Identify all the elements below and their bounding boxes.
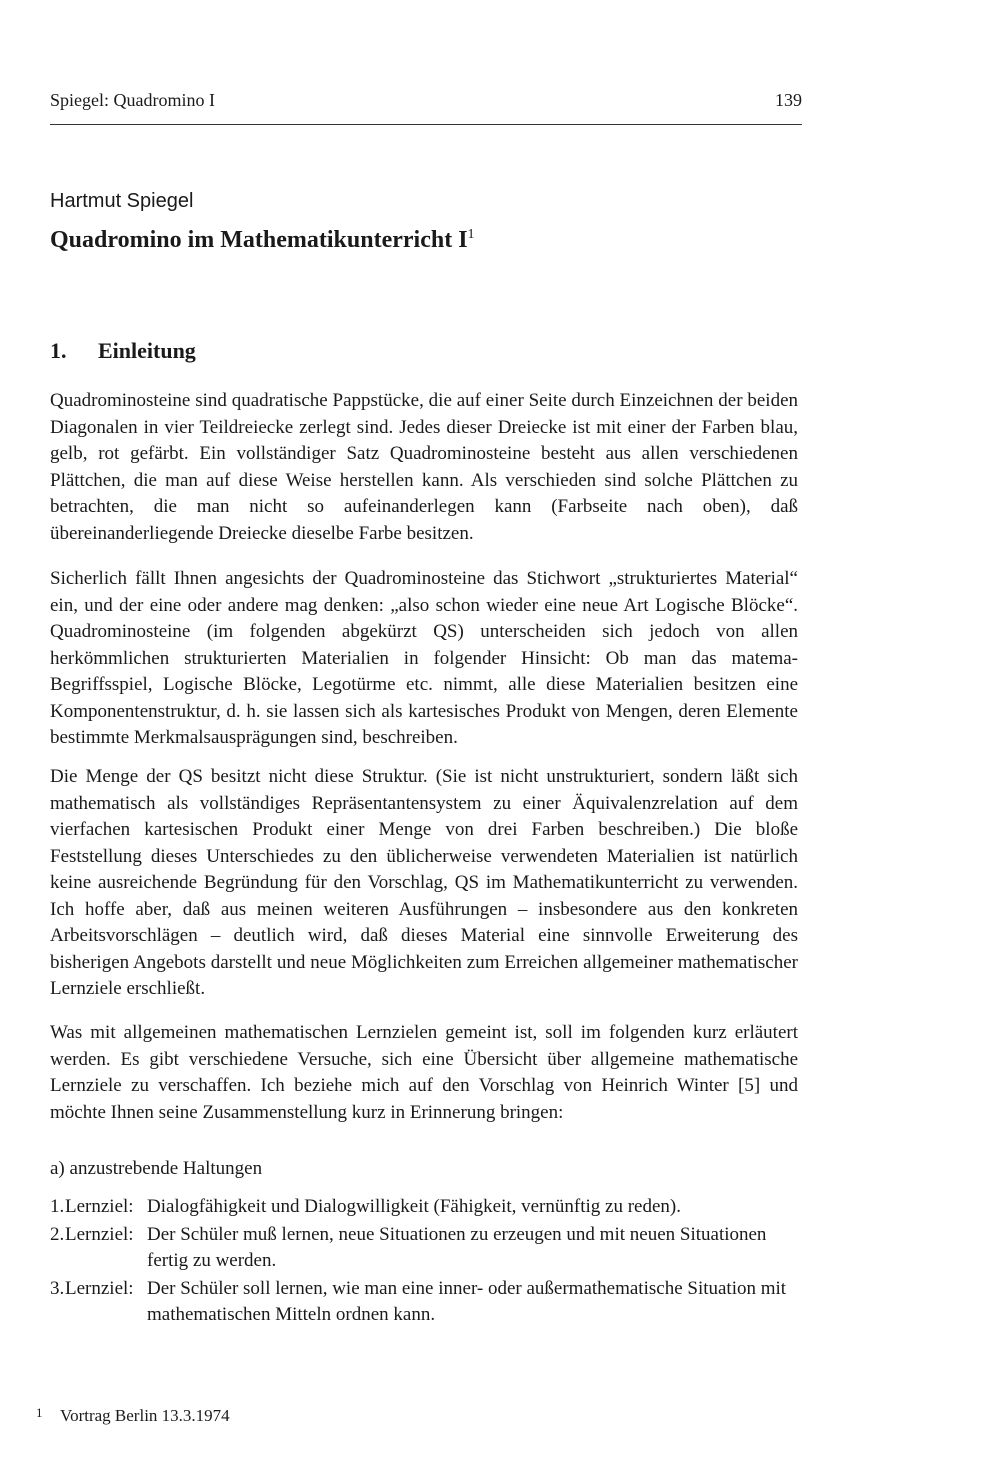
goal-text: Der Schüler muß lernen, neue Situationen zu erzeugen und mit neuen Situationen fertig zu werden. [147, 1224, 767, 1271]
header-rule [50, 124, 802, 125]
goal-label: Lernziel: [65, 1278, 134, 1299]
goal-label: Lernziel: [65, 1224, 134, 1245]
goal-text: Dialogfähigkeit und Dialogwilligkeit (Fähigkeit, vernünftig zu reden). [147, 1196, 681, 1217]
goal-number: 1. [50, 1196, 65, 1217]
footnote-mark: 1 [36, 1405, 43, 1420]
paragraph-1: Quadrominosteine sind quadratische Pappstücke, die auf einer Seite durch Einzeichnen der beiden Diagonalen in vier Teildreiecke zerlegt sind. Jedes dieser Dreiecke ist mit einer der Farben blau, gelb, rot gefärbt. Ein vollständiger Satz Quadrominosteine besteht aus allen verschiedenen Plättchen, die man auf diese Weise herstellen kann. Als verschieden sind solche Plättchen zu betrachten, die man nicht so aufeinanderlegen kann (Farbseite nach oben), daß übereinanderliegende Dreiecke dieselbe Farbe besitzen. [50, 390, 798, 544]
running-title: Spiegel: Quadromino I [50, 90, 215, 110]
goal-label: Lernziel: [65, 1196, 134, 1217]
article-title-text: Quadromino im Mathematikunterricht I [50, 227, 468, 253]
running-header [50, 90, 802, 111]
title-footnote-mark: 1 [467, 227, 475, 242]
goal-number: 2. [50, 1224, 65, 1245]
goal-text: Der Schüler soll lernen, wie man eine inner- oder außermathematische Situation mit mathematischen Mitteln ordnen kann. [147, 1278, 787, 1325]
paragraph-3: Die Menge der QS besitzt nicht diese Struktur. (Sie ist nicht unstrukturiert, sondern läßt sich mathematisch als vollständiges Repräsentantensystem zu einer Äquivalenzrelation auf dem vierfachen kartesischen Produkt einer Menge von drei Farben beschreiben.) Die bloße Feststellung dieses Unterschiedes zu den üblicherweise verwendeten Materialien ist natürlich keine ausreichende Begründung für den Vorschlag, QS im Mathematikunterricht zu verwenden. Ich hoffe aber, daß aus meinen weiteren Ausführungen – insbesondere aus den konkreten Arbeitsvorschlägen – deutlich wird, daß dieses Material eine sinnvolle Erweiterung des bisherigen Angebots darstellt und neue Möglichkeiten zum Erreichen allgemeiner mathematischer Lernziele erschließt. [50, 766, 798, 999]
author-name: Hartmut Spiegel [50, 190, 194, 212]
article-title [50, 227, 475, 254]
subheading-haltungen: a) anzustrebende Haltungen [50, 1158, 263, 1179]
goal-item [50, 1276, 800, 1328]
footnote [36, 1405, 230, 1426]
goal-item [50, 1222, 800, 1274]
paragraph-4: Was mit allgemeinen mathematischen Lernzielen gemeint ist, soll im folgenden kurz erläutert werden. Es gibt verschiedene Versuche, sich eine Übersicht über allgemeine mathematische Lernziele zu verschaffen. Ich beziehe mich auf den Vorschlag von Heinrich Winter [5] und möchte Ihnen seine Zusammenstellung kurz in Erinnerung bringen: [50, 1022, 798, 1123]
footnote-text: Vortrag Berlin 13.3.1974 [60, 1406, 230, 1425]
goal-item [50, 1194, 800, 1220]
section-number: 1. [50, 338, 67, 363]
paragraph-2: Sicherlich fällt Ihnen angesichts der Quadrominosteine das Stichwort „strukturiertes Material“ ein, und der eine oder andere mag denken: „also schon wieder eine neue Art Logische Blöcke“. Quadrominosteine (im folgenden abgekürzt QS) unterscheiden sich jedoch von allen herkömmlichen strukturierten Materialien in folgender Hinsicht: Ob man das matema-Begriffsspiel, Logische Blöcke, Legotürme etc. nimmt, alle diese Materialien besitzen eine Komponentenstruktur, d. h. sie lassen sich als kartesisches Produkt von Mengen, deren Elemente bestimmte Merkmalsausprägungen sind, beschreiben. [50, 568, 798, 748]
goal-number: 3. [50, 1278, 65, 1299]
section-title: Einleitung [98, 338, 196, 363]
page-number: 139 [775, 90, 802, 110]
